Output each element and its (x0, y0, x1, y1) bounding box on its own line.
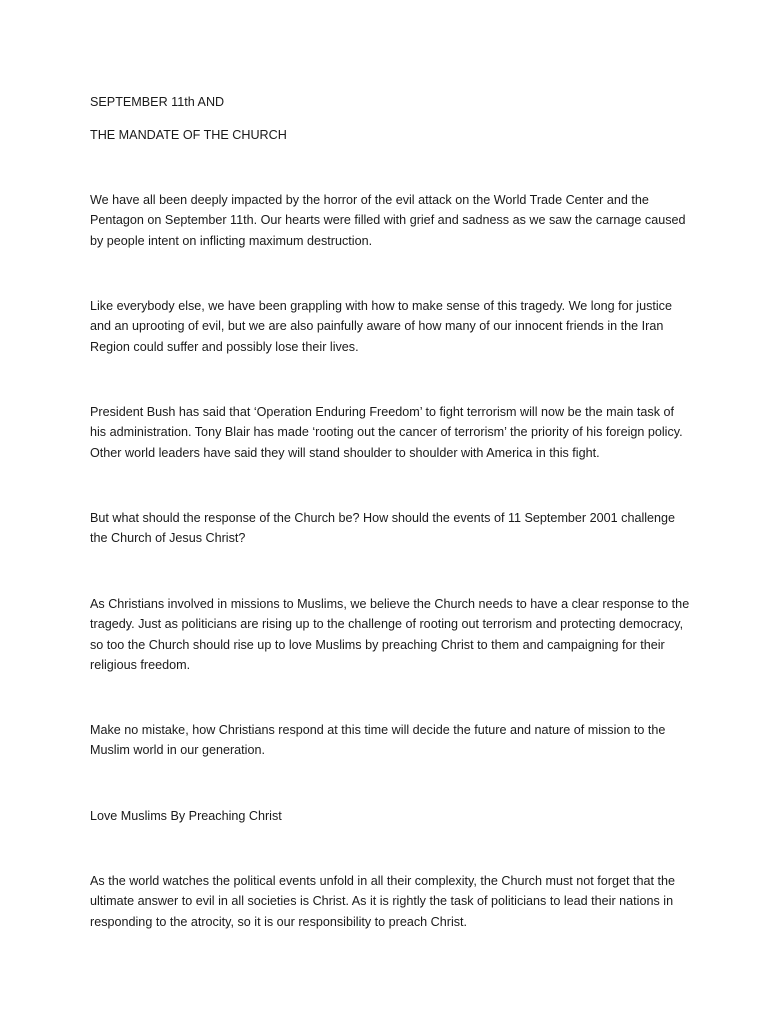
title-line-2: THE MANDATE OF THE CHURCH (90, 128, 287, 142)
paragraph-2: Like everybody else, we have been grappling with how to make sense of this tragedy. We long for justice and an uprooting of evil, but we are also painfully aware of how many of our innocent friends in the Iran Region could suffer and possibly lose their lives. (90, 299, 672, 354)
title-line-1: SEPTEMBER 11th AND (90, 95, 225, 109)
paragraph-7: As the world watches the political events unfold in all their complexity, the Church must not forget that the ultimate answer to evil in all societies is Christ. As it is rightly the task of politicians to lead their nations in responding to the atrocity, so it is our responsibility to preach Christ. (90, 874, 675, 929)
subheading: Love Muslims By Preaching Christ (90, 809, 282, 823)
paragraph-4: But what should the response of the Church be? How should the events of 11 September 2001 challenge the Church of Jesus Christ? (90, 511, 676, 546)
paragraph-6: Make no mistake, how Christians respond at this time will decide the future and nature of mission to the Muslim world in our generation. (90, 723, 666, 758)
paragraph-1: We have all been deeply impacted by the horror of the evil attack on the World Trade Center and the Pentagon on September 11th. Our hearts were filled with grief and sadness as we saw the carnage caused by people intent on inflicting maximum destruction. (90, 193, 686, 248)
paragraph-5: As Christians involved in missions to Muslims, we believe the Church needs to have a clear response to the tragedy. Just as politicians are rising up to the challenge of rooting out terrorism and protecting democracy, so too the Church should rise up to love Muslims by preaching Christ to them and campaigning for their religious freedom. (90, 597, 690, 672)
paragraph-3: President Bush has said that ‘Operation Enduring Freedom’ to fight terrorism will now be the main task of his administration. Tony Blair has made ‘rooting out the cancer of terrorism’ the priority of his foreign policy. Other world leaders have said they will stand shoulder to shoulder with America in this fight. (90, 405, 683, 460)
